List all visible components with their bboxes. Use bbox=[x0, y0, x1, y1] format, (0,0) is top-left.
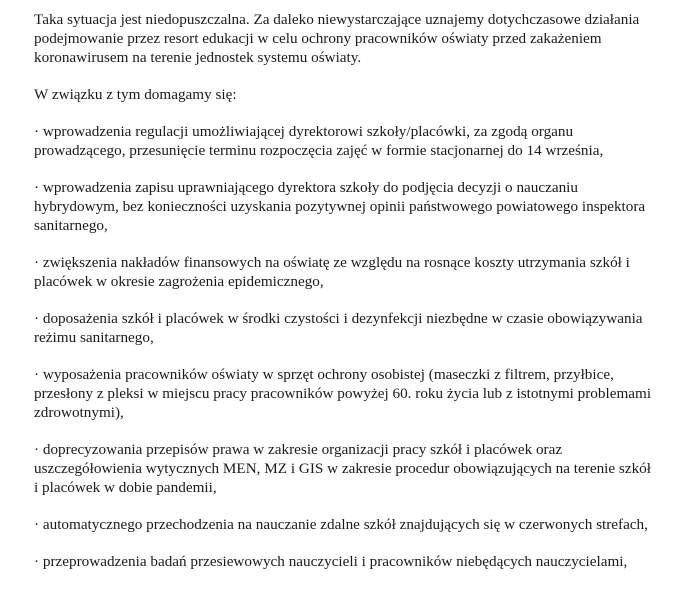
list-item-text: zwiększenia nakładów finansowych na oświatę ze względu na rosnące koszty utrzymania szkół i placówek w okresie zagrożenia epidemicznego, bbox=[34, 254, 630, 290]
list-item bbox=[34, 309, 656, 347]
list-item bbox=[34, 552, 656, 571]
bullet: · bbox=[34, 366, 40, 383]
bullet: · bbox=[34, 516, 40, 533]
list-item-text: doprecyzowania przepisów prawa w zakresie organizacji pracy szkół i placówek oraz uszczegółowienia wytycznych MEN, MZ i GIS w zakresie procedur obowiązujących na terenie szkół i placówek w dobie pandemii, bbox=[34, 441, 651, 496]
bullet: · bbox=[34, 123, 40, 140]
list-item bbox=[34, 365, 656, 422]
list-item-text: wyposażenia pracowników oświaty w sprzęt ochrony osobistej (maseczki z filtrem, przyłbice, przesłony z pleksi w miejscu pracy pracowników powyżej 60. roku życia lub z istotnymi problemami zdrowotnymi), bbox=[34, 366, 652, 421]
list-item-text: automatycznego przechodzenia na nauczanie zdalne szkół znajdujących się w czerwonych strefach, bbox=[42, 516, 648, 533]
list-item-text: wprowadzenia zapisu uprawniającego dyrektora szkoły do podjęcia decyzji o nauczaniu hybrydowym, bez konieczności uzyskania pozytywnej opinii państwowego powiatowego inspektora sanitarnego, bbox=[34, 179, 646, 234]
lead-paragraph: W związku z tym domagamy się: bbox=[34, 86, 237, 103]
list-item bbox=[34, 253, 656, 291]
bullet: · bbox=[34, 179, 40, 196]
list-item-text: przeprowadzenia badań przesiewowych nauczycieli i pracowników niebędących nauczycielami, bbox=[42, 553, 628, 570]
list-item bbox=[34, 122, 656, 160]
bullet: · bbox=[34, 254, 40, 271]
bullet: · bbox=[34, 310, 40, 327]
list-item-text: doposażenia szkół i placówek w środki czystości i dezynfekcji niezbędne w czasie obowiązywania reżimu sanitarnego, bbox=[34, 310, 643, 346]
bullet: · bbox=[34, 441, 40, 458]
intro-paragraph: Taka sytuacja jest niedopuszczalna. Za daleko niewystarczające uznajemy dotychczasowe działania podejmowanie przez resort edukacji w celu ochrony pracowników oświaty przed zakażeniem koronawirusem na terenie jednostek systemu oświaty. bbox=[34, 11, 640, 66]
list-item bbox=[34, 515, 656, 534]
list-item bbox=[34, 178, 656, 235]
bullet: · bbox=[34, 553, 40, 570]
list-item bbox=[34, 440, 656, 497]
list-item-text: wprowadzenia regulacji umożliwiającej dyrektorowi szkoły/placówki, za zgodą organu prowadzącego, przesunięcie terminu rozpoczęcia zajęć w formie stacjonarnej do 14 września, bbox=[34, 123, 604, 159]
